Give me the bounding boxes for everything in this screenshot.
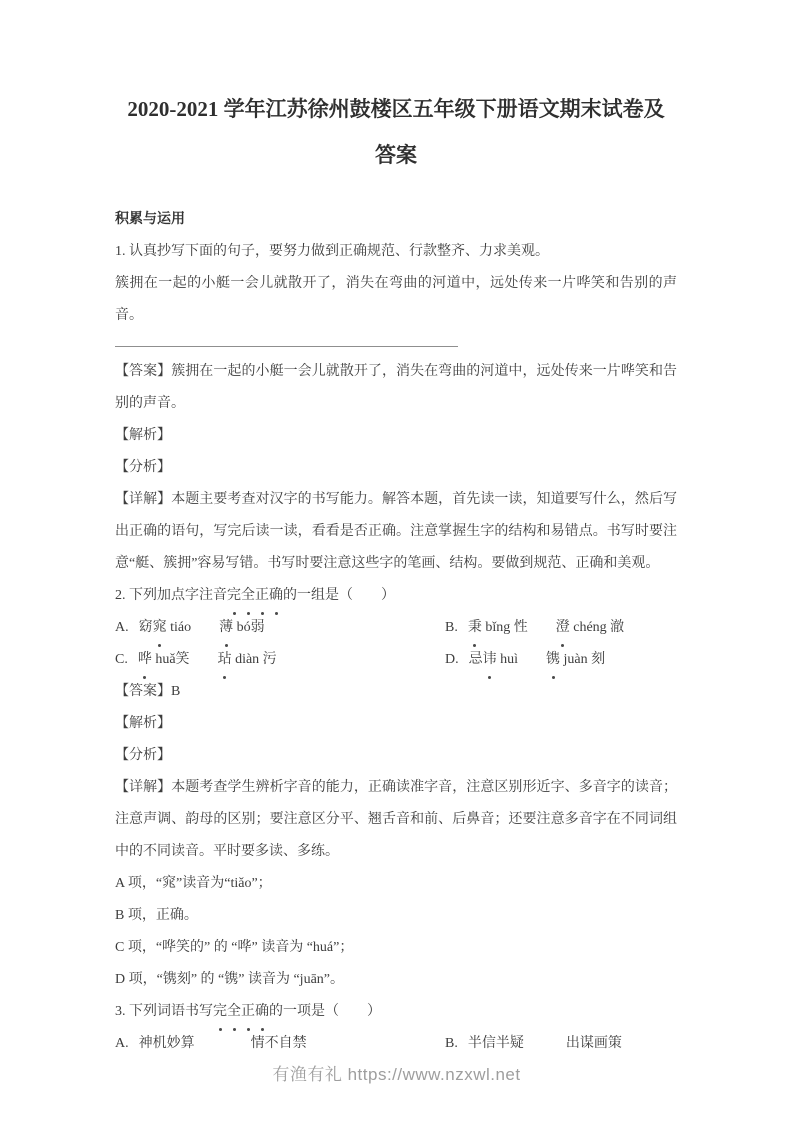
q2-options-row-1 [115,612,677,644]
q2-option-b-label: B. [445,620,458,635]
q3-option-b-text: 半信半疑 出谋画策 [467,1036,622,1051]
q2-options-row-2 [115,644,677,676]
q2-analysis-item-d: D 项，“镌刻” 的 “镌” 读音为 “juān”。 [115,972,344,987]
q1-jiexi-label: 【解析】 [115,428,171,443]
q2-option-d-label: D. [445,652,459,667]
page-title-line2: 答案 [375,143,417,167]
q3-option-b [445,1028,622,1060]
q3-options-row [115,1028,677,1060]
q2-option-c-label: C. [115,652,128,667]
q3-stem: 3. 下列词语书写完全正确的一项是（ ） [115,996,677,1028]
q2-option-b-text: 秉 bǐng 性 澄 chéng 澈 [468,612,624,644]
q2-option-a-text: 窈窕 tiáo 薄 bó弱 [139,612,265,644]
q2-option-b [445,612,624,644]
q3-option-a-text: 神机妙算 情不自禁 [138,1036,307,1051]
q2-option-d [445,644,605,676]
q1-stem: 1. 认真抄写下面的句子，要努力做到正确规范、行款整齐、力求美观。 [115,244,549,259]
q1-fenxi-label: 【分析】 [115,460,171,475]
page-title-line1: 2020-2021 学年江苏徐州鼓楼区五年级下册语文期末试卷及 [127,97,665,121]
section-heading: 积累与运用 [115,212,185,227]
q2-xiangjie: 【详解】本题考查学生辨析字音的能力，正确读准字音，注意区别形近字、多音字的读音；注意声调、韵母的区别；要注意区分平、翘舌音和前、后鼻音；还要注意多音字在不同词组中的不同读音。平时要多读、多练。 [115,780,677,859]
q1-answer: 【答案】簇拥在一起的小艇一会儿就散开了，消失在弯曲的河道中，远处传来一片哗笑和告别的声音。 [115,364,677,411]
q3-option-a-label: A. [115,1036,129,1051]
q2-option-a-label: A. [115,620,129,635]
q2-option-d-text: 忌讳 huì 镌 juàn 刻 [469,644,606,676]
q1-sentence: 簇拥在一起的小艇一会儿就散开了，消失在弯曲的河道中，远处传来一片哗笑和告别的声音。 [115,276,677,323]
q2-stem: 2. 下列加点字注音完全正确的一组是（ ） [115,580,677,612]
q3-option-a [115,1028,445,1060]
q2-option-c-text: 哗 huǎ笑 玷 diàn 污 [138,644,277,676]
q2-fenxi-label: 【分析】 [115,748,171,763]
q1-xiangjie: 【详解】本题主要考查对汉字的书写能力。解答本题，首先读一读，知道要写什么，然后写出正确的语句，写完后读一读，看看是否正确。注意掌握生字的结构和易错点。书写时要注意“艇、簇拥”容易写错。书写时要注意这些字的笔画、结构。要做到规范、正确和美观。 [115,492,677,571]
q2-jiexi-label: 【解析】 [115,716,171,731]
q2-analysis-item-b: B 项，正确。 [115,908,198,923]
footer-watermark: 有渔有礼 https://www.nzxwl.net [272,1065,521,1084]
q2-option-a [115,612,445,644]
q2-option-c [115,644,445,676]
q2-analysis-item-c: C 项，“哗笑的” 的 “哗” 读音为 “huá”； [115,940,354,955]
q2-analysis-item-a: A 项，“窕”读音为“tiǎo”； [115,876,272,891]
answer-blank-line [115,346,458,347]
page-title [115,86,677,178]
q3-option-b-label: B. [445,1036,458,1051]
q2-answer: 【答案】B [115,684,181,699]
